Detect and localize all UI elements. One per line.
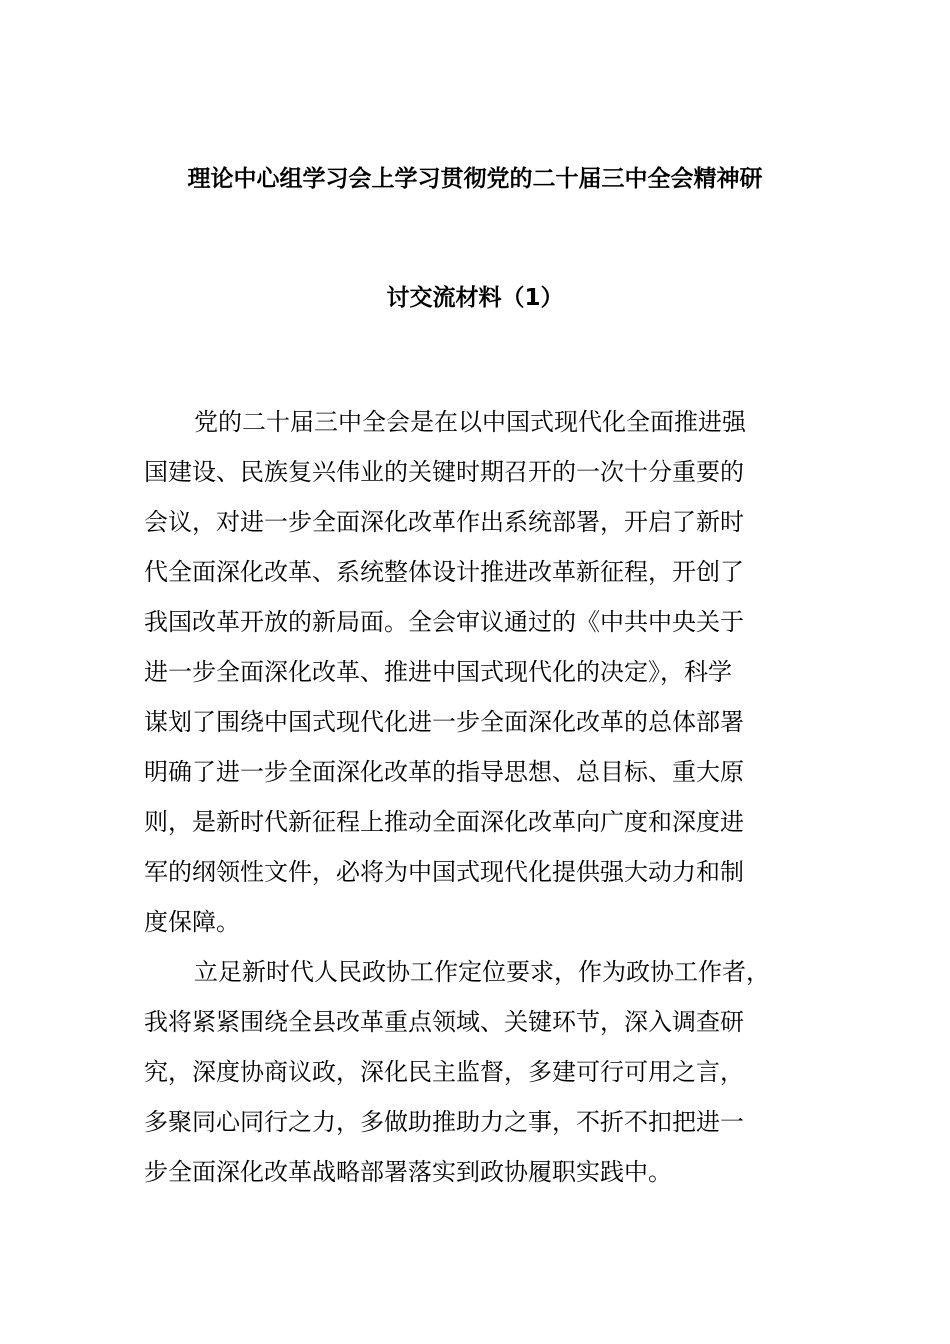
document-title-line-1: 理论中心组学习会上学习贯彻党的二十届三中全会精神研 (187, 166, 763, 192)
paragraph-line: 立足新时代人民政协工作定位要求，作为政协工作者， (194, 958, 770, 986)
paragraph-line: 军的纲领性文件，必将为中国式现代化提供强大动力和制 (144, 858, 744, 886)
paragraph-line: 明确了进一步全面深化改革的指导思想、总目标、重大原 (144, 758, 744, 786)
paragraph-line: 则，是新时代新征程上推动全面深化改革向广度和深度进 (144, 808, 744, 836)
paragraph-line: 进一步全面深化改革、推进中国式现代化的决定》，科学 (144, 658, 732, 686)
document-title-line-2: 讨交流材料（1） (386, 285, 564, 311)
paragraph-line: 谋划了围绕中国式现代化进一步全面深化改革的总体部署 (144, 708, 744, 736)
paragraph-line: 步全面深化改革战略部署落实到政协履职实践中。 (144, 1158, 672, 1186)
paragraph-line: 多聚同心同行之力，多做助推助力之事，不折不扣把进一 (144, 1108, 744, 1136)
paragraph-line: 党的二十届三中全会是在以中国式现代化全面推进强 (194, 408, 746, 436)
paragraph-line: 会议，对进一步全面深化改革作出系统部署，开启了新时 (144, 508, 744, 536)
paragraph-line: 我国改革开放的新局面。全会审议通过的《中共中央关于 (144, 608, 744, 636)
paragraph-line: 代全面深化改革、系统整体设计推进改革新征程，开创了 (144, 558, 744, 586)
paragraph-line: 国建设、民族复兴伟业的关键时期召开的一次十分重要的 (144, 458, 744, 486)
paragraph-line: 我将紧紧围绕全县改革重点领域、关键环节，深入调查研 (144, 1008, 744, 1036)
paragraph-line: 度保障。 (144, 908, 240, 936)
paragraph-line: 究，深度协商议政，深化民主监督，多建可行可用之言， (144, 1058, 744, 1086)
